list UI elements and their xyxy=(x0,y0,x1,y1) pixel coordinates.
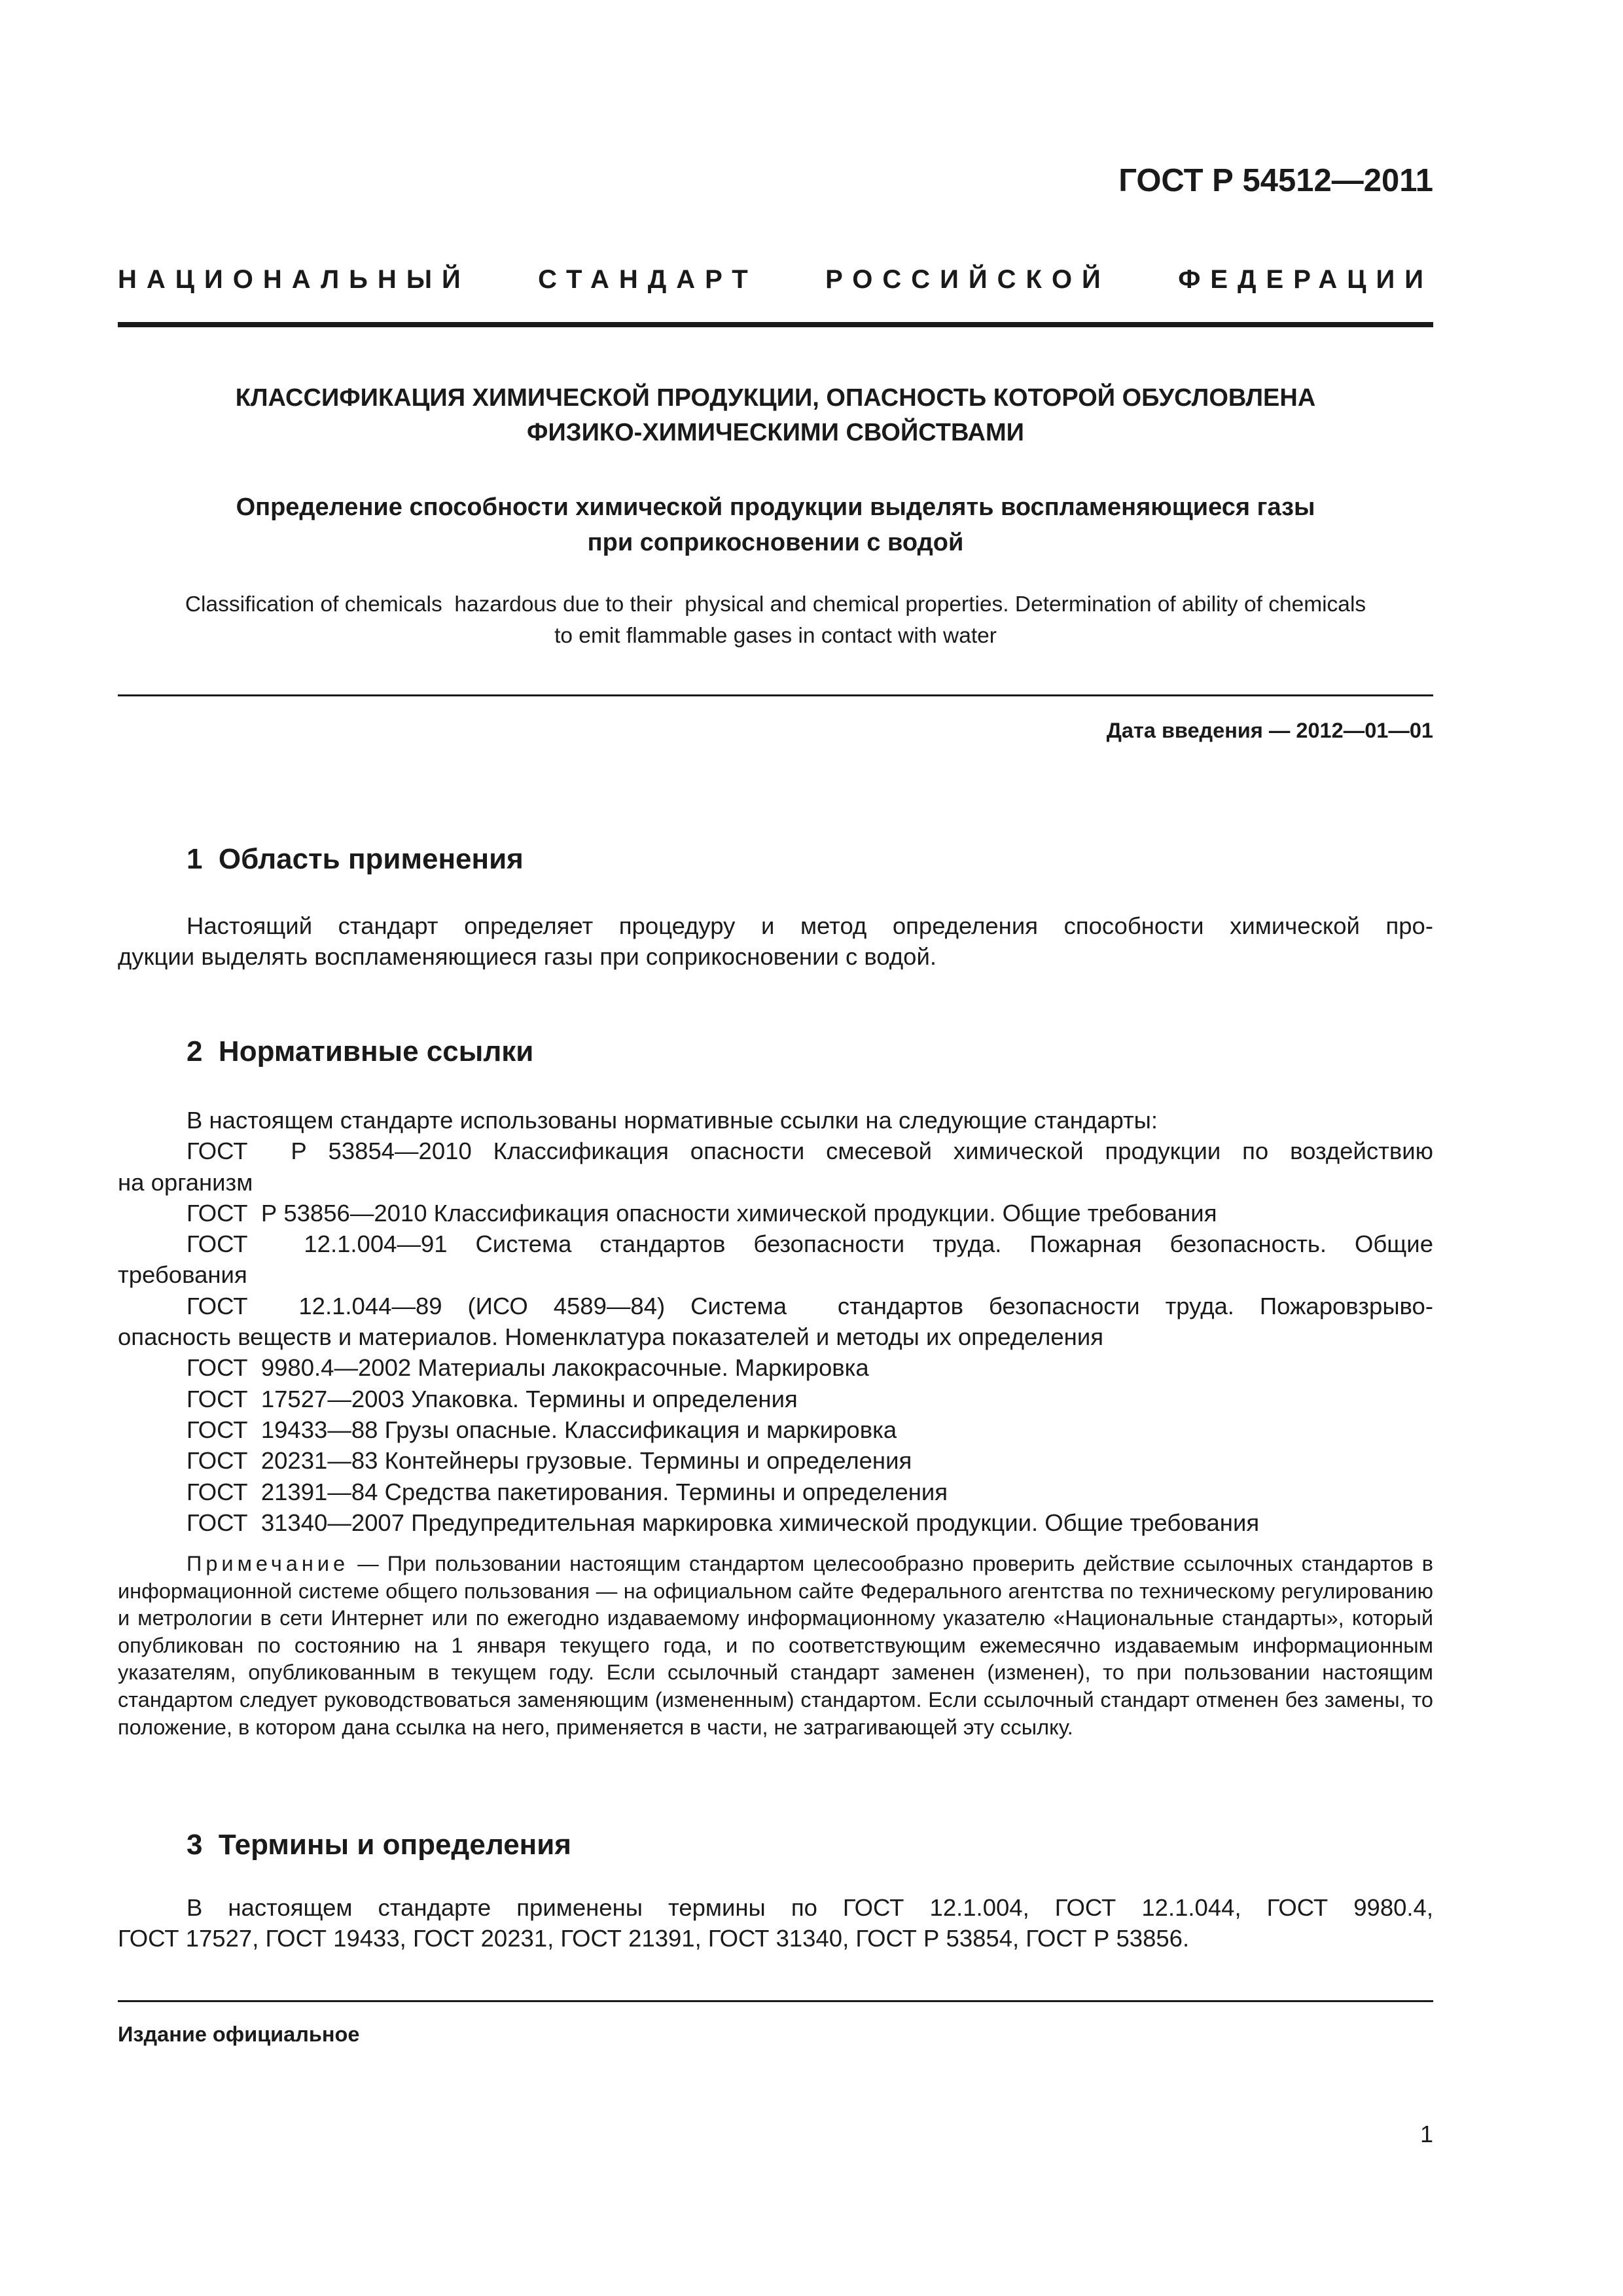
reference-item-continuation: опасность веществ и материалов. Номенклатура показателей и методы их определения xyxy=(118,1323,1103,1351)
introduction-date: Дата введения — 2012—01—01 xyxy=(1106,719,1433,742)
text-line: дукции выделять воспламеняющиеся газы при соприкосновении с водой. xyxy=(118,943,936,971)
document-subtitle-line: при соприкосновении с водой xyxy=(587,529,964,556)
references-note xyxy=(118,1551,1433,1741)
gost-number: ГОСТ Р 54512—2011 xyxy=(1118,163,1433,198)
section-3-text xyxy=(118,1892,1433,1954)
document-title-line: КЛАССИФИКАЦИЯ ХИМИЧЕСКОЙ ПРОДУКЦИИ, ОПАСНОСТЬ КОТОРОЙ ОБУСЛОВЛЕНА xyxy=(235,384,1316,412)
text-line: Настоящий стандарт определяет процедуру и метод определения способности химической про- xyxy=(187,912,1433,939)
page-number: 1 xyxy=(1419,2121,1433,2147)
section-2-heading: 2 Нормативные ссылки xyxy=(187,1035,534,1067)
english-title-line: to emit flammable gases in contact with water xyxy=(554,624,997,648)
reference-item: ГОСТ Р 53856—2010 Классификация опасности химической продукции. Общие требования xyxy=(187,1199,1217,1227)
text-line: ГОСТ 17527, ГОСТ 19433, ГОСТ 20231, ГОСТ 21391, ГОСТ 31340, ГОСТ Р 53854, ГОСТ Р 53856. xyxy=(118,1925,1190,1952)
reference-item: ГОСТ 19433—88 Грузы опасные. Классификация и маркировка xyxy=(187,1416,897,1443)
english-title xyxy=(118,589,1433,652)
section-3-heading: 3 Термины и определения xyxy=(187,1829,571,1861)
reference-item-continuation: требования xyxy=(118,1261,247,1289)
reference-item: ГОСТ 9980.4—2002 Материалы лакокрасочные. Маркировка xyxy=(187,1354,869,1382)
reference-item: ГОСТ 12.1.044—89 (ИСО 4589—84) Система стандартов безопасности труда. Пожаровзрыво- xyxy=(187,1292,1433,1319)
national-standard-title: НАЦИОНАЛЬНЫЙ СТАНДАРТ РОССИЙСКОЙ ФЕДЕРАЦИИ xyxy=(118,265,1433,294)
reference-item: ГОСТ 31340—2007 Предупредительная маркировка химической продукции. Общие требования xyxy=(187,1509,1260,1536)
normative-references-list xyxy=(118,1105,1433,1538)
references-intro: В настоящем стандарте использованы нормативные ссылки на следующие стандарты: xyxy=(187,1107,1158,1134)
header-divider xyxy=(118,322,1433,327)
document-title-line: ФИЗИКО-ХИМИЧЕСКИМИ СВОЙСТВАМИ xyxy=(527,419,1024,446)
document-subtitle-line: Определение способности химической продукции выделять воспламеняющиеся газы xyxy=(236,493,1315,521)
section-1-text xyxy=(118,910,1433,973)
document-subtitle xyxy=(118,490,1433,560)
footer-divider xyxy=(118,2000,1433,2002)
reference-item: ГОСТ 17527—2003 Упаковка. Термины и определения xyxy=(187,1385,798,1412)
note-text: — При пользовании настоящим стандартом целесообразно проверить действие ссылочных стандартов в информационной системе общего пользования — на официальном сайте Федерального агентства по техническому регулированию и метрологии в сети Интернет или по ежегодно издаваемому информационному указателю «Национальные стандарты», который опубликован по состоянию на 1 января текущего года, и по соответствующим ежемесячно издаваемым информационным указателям, опубликованным в текущем году. Если ссылочный стандарт заменен (изменен), то при пользовании настоящим стандартом следует руководствоваться заменяющим (измененным) стандартом. Если ссылочный стандарт отменен без замены, то положение, в котором дана ссылка на него, применяется в части, не затрагивающей эту ссылку. xyxy=(118,1552,1434,1739)
reference-item: ГОСТ 12.1.004—91 Система стандартов безопасности труда. Пожарная безопасность. Общие xyxy=(187,1230,1433,1258)
reference-item-continuation: на организм xyxy=(118,1168,253,1196)
reference-item: ГОСТ Р 53854—2010 Классификация опасности смесевой химической продукции по воздействию xyxy=(187,1138,1433,1165)
note-label: Примечание xyxy=(187,1552,349,1575)
section-1-heading: 1 Область применения xyxy=(187,843,524,875)
document-title xyxy=(118,381,1433,450)
reference-item: ГОСТ 21391—84 Средства пакетирования. Термины и определения xyxy=(187,1478,948,1505)
official-edition-label: Издание официальное xyxy=(118,2022,360,2046)
english-title-line: Classification of chemicals hazardous due to their physical and chemical properties. Determination of ability of chemicals xyxy=(185,592,1366,617)
reference-item: ГОСТ 20231—83 Контейнеры грузовые. Термины и определения xyxy=(187,1447,912,1475)
title-divider xyxy=(118,694,1433,696)
text-line: В настоящем стандарте применены термины по ГОСТ 12.1.004, ГОСТ 12.1.044, ГОСТ 9980.4, xyxy=(187,1894,1433,1921)
